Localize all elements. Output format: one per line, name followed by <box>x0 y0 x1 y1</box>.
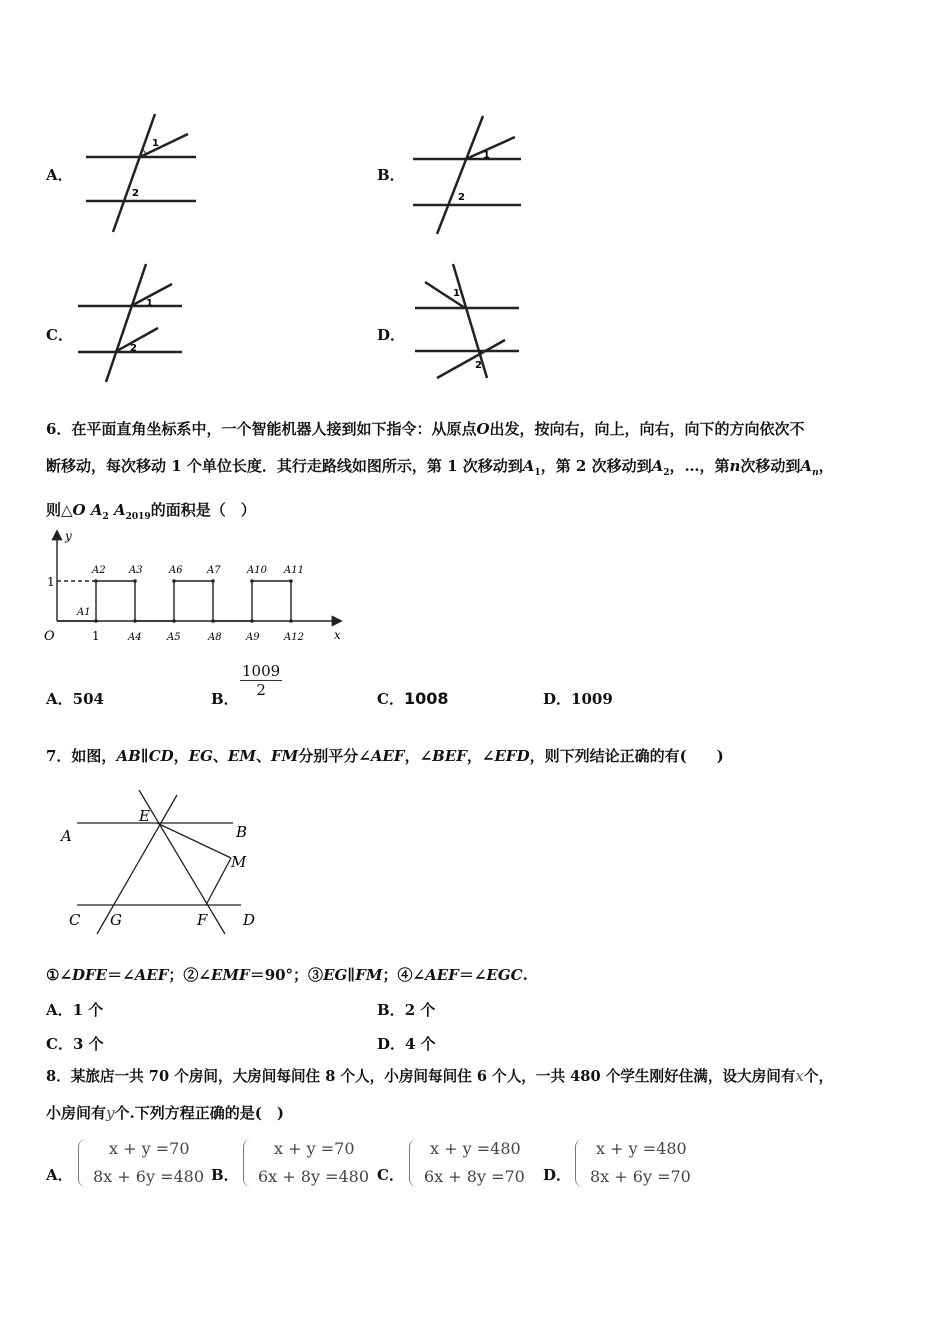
point-a10-label: A10 <box>247 565 267 576</box>
angle-2-label: 2 <box>458 192 465 203</box>
q6-option-b-fraction[interactable]: $\frac{1009}{2}$ <box>242 662 281 699</box>
q6-stem: 6．在平面直角坐标系中，一个智能机器人接到如下指令：从原点O出发，按向右，向上，向右，向下的方向依次不 断移动，每次移动 1 个单位长度．其行走路线如图所示，第 1 次移动到$A_1$，第 2 次移动到$A_2$，…，第n次移动到$A_n$， 则△O $A_2$ $A_{2019}$的面积是（ ） <box>46 420 834 522</box>
q7-option-d[interactable]: D．4 个 <box>377 1035 436 1053</box>
q6-option-c[interactable]: C．1008 <box>377 689 449 708</box>
q7-option-c[interactable]: C．3 个 <box>46 1035 104 1053</box>
label-g: G <box>110 911 122 929</box>
label-d: D <box>243 911 256 929</box>
q8-option-b-system[interactable]: x + y =70 6x + 8y =480 <box>243 1135 369 1191</box>
y-axis-label: y <box>65 529 72 543</box>
x-tick-1: 1 <box>92 629 100 643</box>
point-a1-label: A1 <box>77 607 91 618</box>
q5-option-a-label[interactable]: A． <box>46 166 73 184</box>
q8-option-b-label[interactable]: B． <box>211 1166 239 1184</box>
q5-option-d-label[interactable]: D． <box>377 326 406 344</box>
q5-option-a-figure <box>80 110 210 240</box>
q8-option-a-label[interactable]: A． <box>46 1166 73 1184</box>
q6-path-graph <box>40 527 350 649</box>
q7-conclusions: ①∠DFE＝∠AEF；②∠EMF＝90°；③EG∥FM；④∠AEF＝∠EGC. <box>46 966 528 984</box>
angle-2-label: 2 <box>132 188 139 199</box>
point-a6-label: A6 <box>169 565 183 576</box>
q8-option-d-system[interactable]: x + y =480 8x + 6y =70 <box>575 1135 691 1191</box>
q5-option-d-figure <box>405 260 535 390</box>
q7-option-b[interactable]: B．2 个 <box>377 1001 436 1019</box>
q5-option-b-label[interactable]: B． <box>377 166 405 184</box>
q5-option-b-figure <box>405 110 535 240</box>
q8-stem: 8．某旅店一共 70 个房间，大房间每间住 8 个人，小房间每间住 6 个人，一共 480 个学生刚好住满，设大房间有x个， 小房间有y个.下列方程正确的是( ) <box>46 1067 834 1122</box>
angle-1-label: 1 <box>453 288 460 299</box>
label-f: F <box>197 911 208 929</box>
label-b: B <box>236 823 248 841</box>
q8-option-a-system[interactable]: x + y =70 8x + 6y =480 <box>78 1135 204 1191</box>
robot-path <box>57 581 291 621</box>
origin-label: O <box>44 629 55 644</box>
angle-2-label: 2 <box>475 360 482 371</box>
label-a: A <box>61 827 72 845</box>
q5-option-c-figure <box>70 260 200 390</box>
label-c: C <box>69 911 81 929</box>
y-tick-1: 1 <box>47 575 55 589</box>
point-a11-label: A11 <box>284 565 304 576</box>
point-a5-label: A5 <box>167 632 181 643</box>
q6-option-a[interactable]: A．504 <box>46 690 104 708</box>
point-a2-label: A2 <box>92 565 106 576</box>
angle-1-label: 1 <box>152 138 159 149</box>
point-a12-label: A12 <box>284 632 304 643</box>
point-a8-label: A8 <box>208 632 222 643</box>
point-a9-label: A9 <box>246 632 260 643</box>
point-a4-label: A4 <box>128 632 142 643</box>
angle-1-label: 1 <box>146 298 153 309</box>
angle-1-label: 1 <box>483 150 490 161</box>
q7-option-a[interactable]: A．1 个 <box>46 1001 104 1019</box>
q5-option-c-label[interactable]: C． <box>46 326 73 344</box>
x-axis-label: x <box>334 628 341 642</box>
q7-stem: 7．如图，AB∥CD，EG、EM、FM分别平分∠AEF，∠BEF，∠EFD，则下列结论正确的有( ) <box>46 747 724 765</box>
point-a3-label: A3 <box>129 565 143 576</box>
q6-option-b-label[interactable]: B． <box>211 690 239 708</box>
label-e: E <box>139 807 150 825</box>
q6-option-d[interactable]: D．1009 <box>543 690 613 708</box>
point-a7-label: A7 <box>207 565 221 576</box>
angle-2-label: 2 <box>130 343 137 354</box>
q7-figure <box>55 790 265 940</box>
q8-option-c-system[interactable]: x + y =480 6x + 8y =70 <box>409 1135 525 1191</box>
label-m: M <box>231 853 247 871</box>
q8-option-c-label[interactable]: C． <box>377 1166 404 1184</box>
q8-option-d-label[interactable]: D． <box>543 1166 572 1184</box>
